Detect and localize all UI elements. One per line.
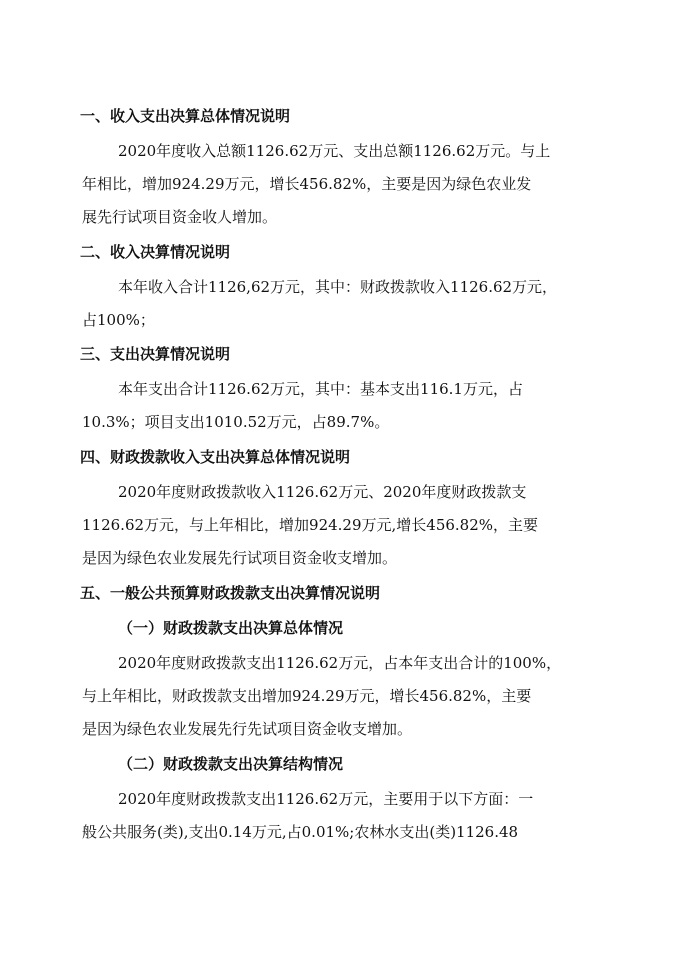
section-heading-1: 一、收入支出决算总体情况说明 bbox=[80, 107, 291, 125]
paragraph-line: 2020年度财政拨款支出1126.62万元，主要用于以下方面：一 bbox=[118, 790, 534, 808]
section-heading-3: 三、支出决算情况说明 bbox=[80, 345, 231, 363]
section-heading-5: 五、一般公共预算财政拨款支出决算情况说明 bbox=[80, 584, 381, 602]
paragraph-line: 占100%； bbox=[82, 311, 155, 329]
paragraph-line: 本年支出合计1126.62万元，其中：基本支出116.1万元，占 bbox=[118, 380, 523, 398]
paragraph-line: 本年收入合计1126,62万元，其中：财政拨款收入1126.62万元， bbox=[118, 278, 558, 296]
subsection-heading-1: （一）财政拨款支出决算总体情况 bbox=[118, 619, 344, 637]
paragraph-line: 与上年相比，财政拨款支出增加924.29万元，增长456.82%，主要 bbox=[82, 687, 532, 705]
paragraph-line: 1126.62万元，与上年相比，增加924.29万元,增长456.82%，主要 bbox=[82, 516, 539, 534]
section-heading-4: 四、财政拨款收入支出决算总体情况说明 bbox=[80, 448, 351, 466]
section-heading-2: 二、收入决算情况说明 bbox=[80, 243, 231, 261]
paragraph-line: 年相比，增加924.29万元，增长456.82%，主要是因为绿色农业发 bbox=[82, 175, 532, 193]
paragraph-line: 2020年度财政拨款收入1126.62万元、2020年度财政拨款支 bbox=[118, 483, 527, 501]
paragraph-line: 10.3%；项目支出1010.52万元，占89.7%。 bbox=[82, 413, 390, 431]
paragraph-line: 般公共服务(类),支出0.14万元,占0.01%;农林水支出(类)1126.48 bbox=[82, 823, 519, 841]
paragraph-line: 2020年度收入总额1126.62万元、支出总额1126.62万元。与上 bbox=[118, 142, 551, 160]
paragraph-line: 是因为绿色农业发展先行先试项目资金收支增加。 bbox=[82, 720, 413, 738]
paragraph-line: 是因为绿色农业发展先行试项目资金收支增加。 bbox=[82, 549, 398, 567]
paragraph-line: 2020年度财政拨款支出1126.62万元，占本年支出合计的100%， bbox=[118, 654, 562, 672]
subsection-heading-2: （二）财政拨款支出决算结构情况 bbox=[118, 755, 344, 773]
paragraph-line: 展先行试项目资金收人增加。 bbox=[82, 208, 278, 226]
